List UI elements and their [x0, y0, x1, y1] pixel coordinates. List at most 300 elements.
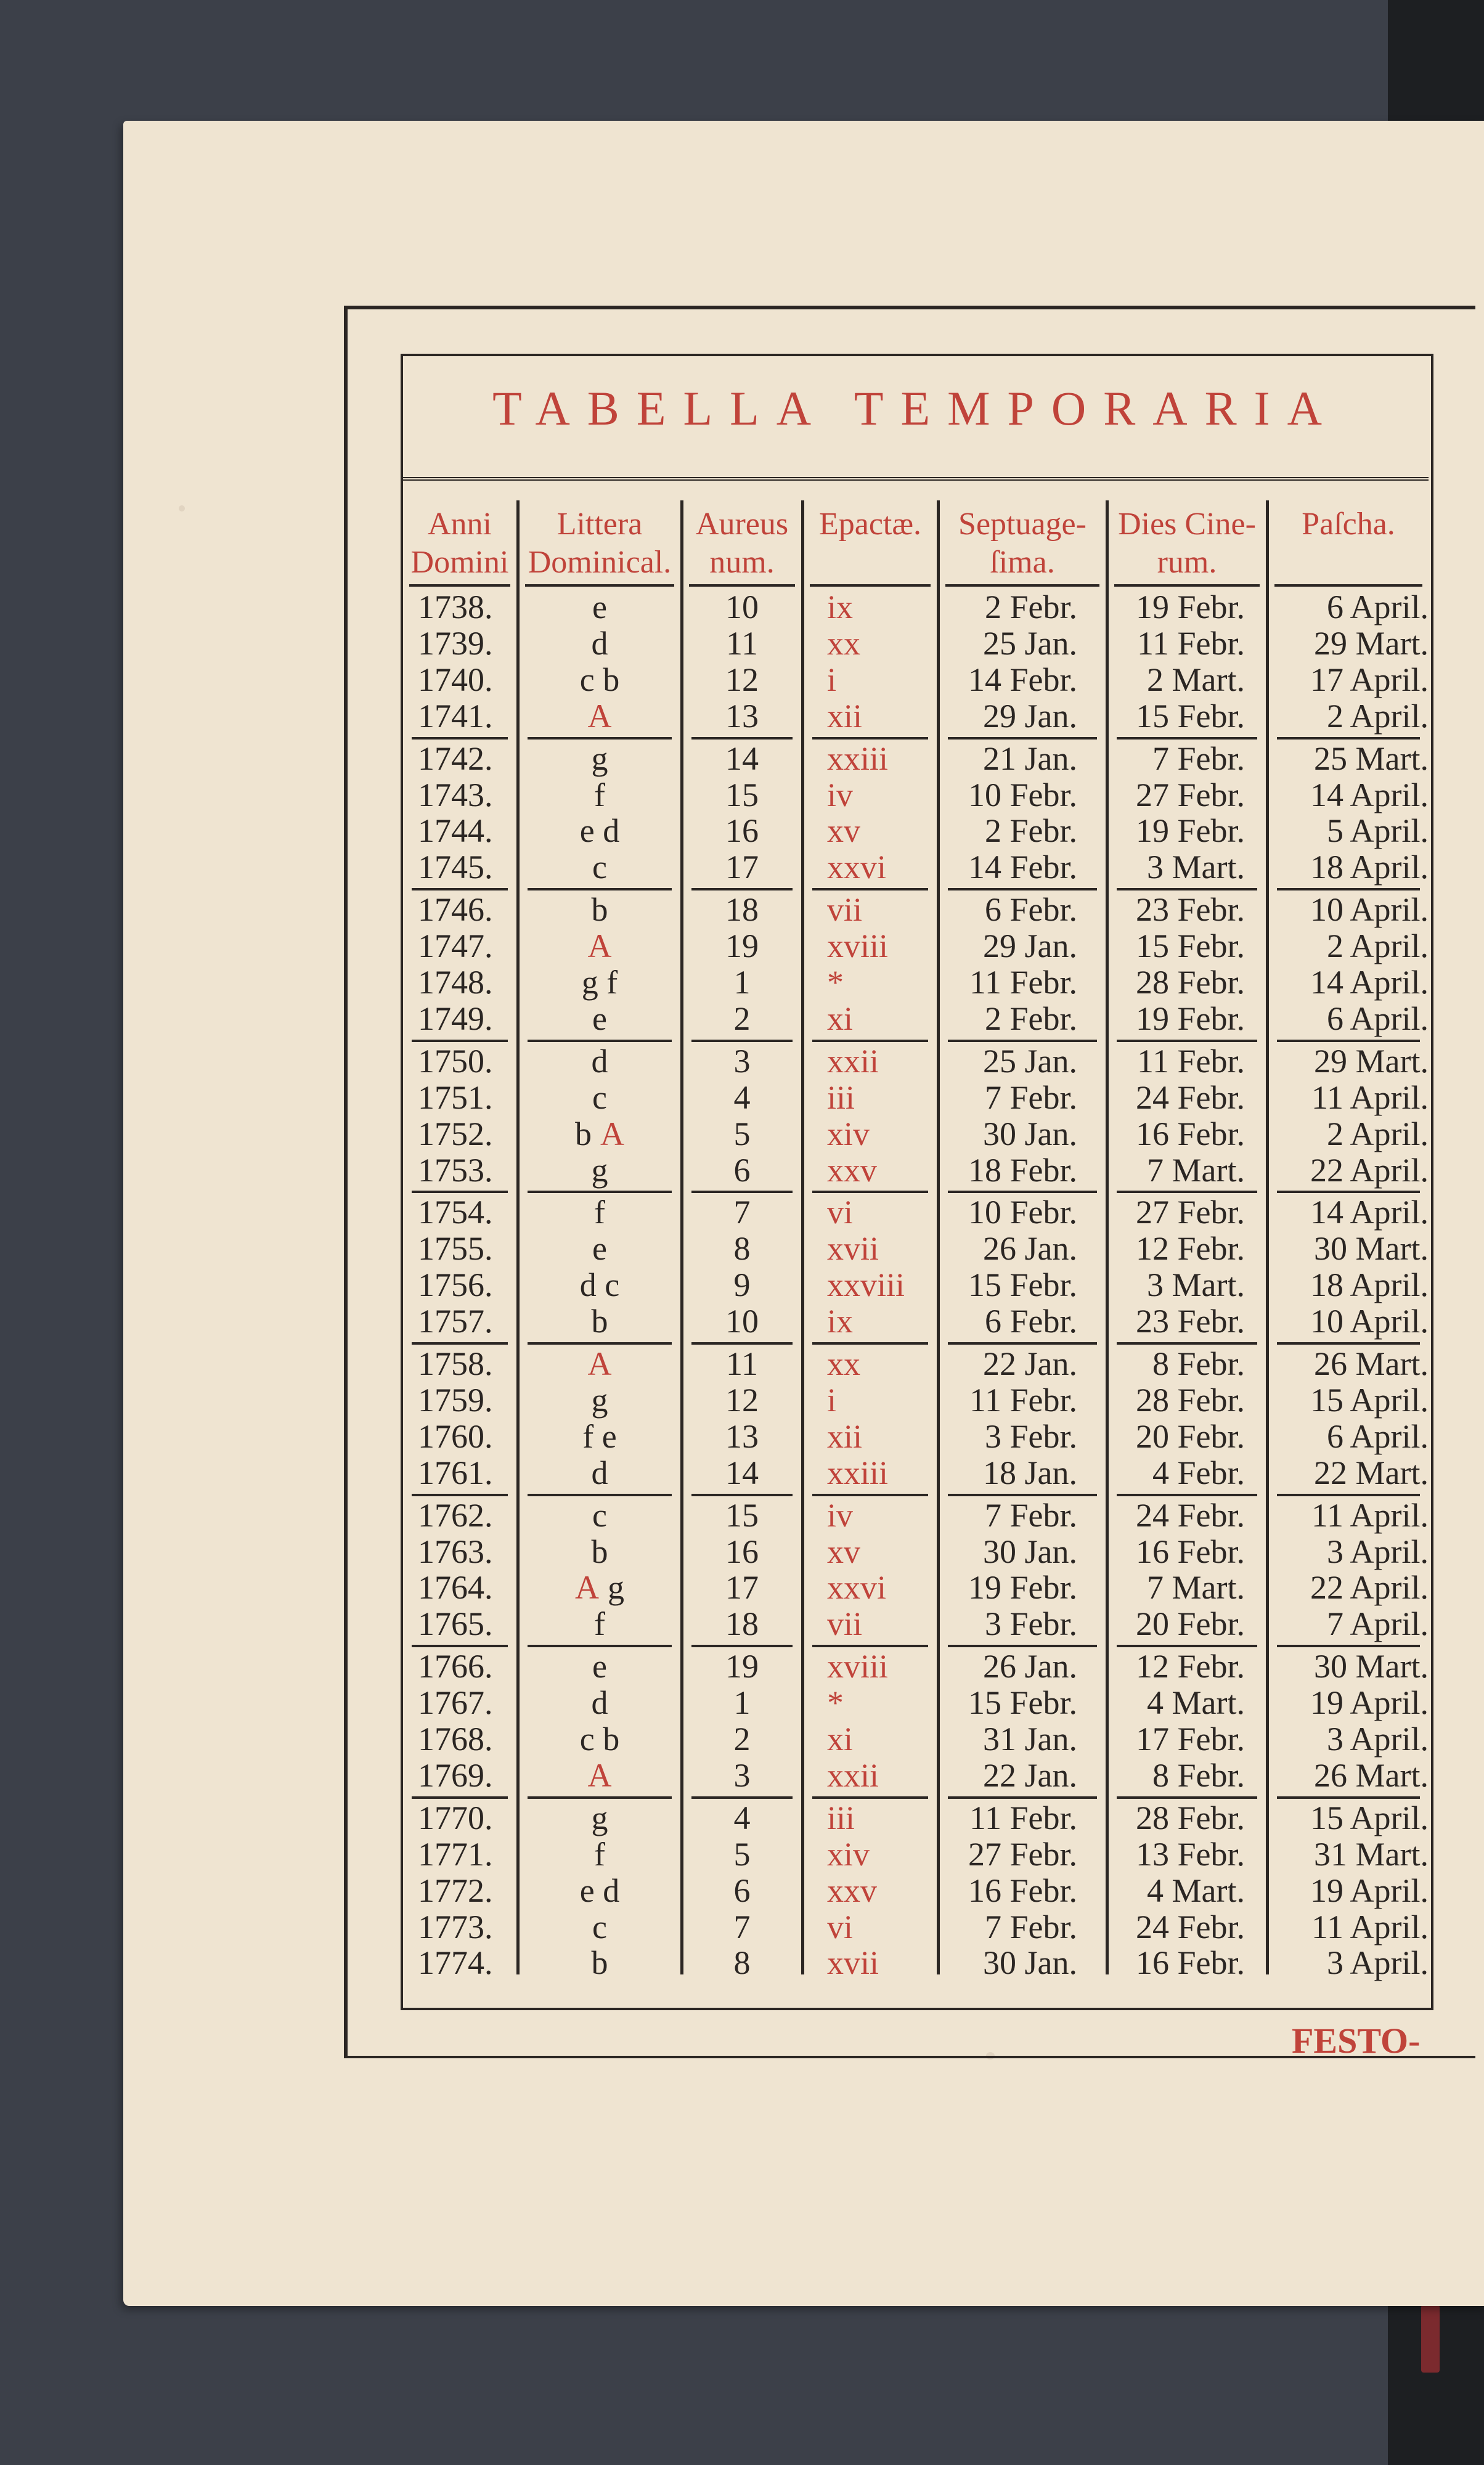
group-divider	[691, 737, 793, 740]
cell-pas: 2 April.	[1326, 1115, 1429, 1152]
cell-lit: g	[591, 1381, 608, 1419]
group-divider	[691, 1191, 793, 1193]
cell-sept: 7 Febr.	[984, 1078, 1077, 1116]
cell-ep: xv	[827, 1533, 860, 1570]
cell-year: 1757.	[418, 1303, 493, 1340]
cell-year: 1758.	[418, 1345, 493, 1382]
page-title: TABELLA TEMPORARIA	[492, 381, 1339, 435]
group-divider	[812, 1191, 928, 1193]
cell-ep: xxv	[827, 1151, 877, 1189]
cell-ep: xxiii	[827, 740, 889, 777]
cell-ep: xxiii	[827, 1454, 889, 1491]
group-divider	[412, 1494, 508, 1496]
cell-cin: 13 Febr.	[1135, 1835, 1245, 1873]
cell-year: 1767.	[418, 1684, 493, 1722]
group-divider	[812, 888, 928, 890]
cell-pas: 3 April.	[1326, 1533, 1429, 1570]
group-divider	[1117, 1040, 1257, 1042]
cell-lit: A	[587, 927, 612, 965]
cell-pas: 30 Mart.	[1314, 1230, 1429, 1268]
header-dies-cinerum	[1108, 505, 1266, 585]
cell-pas: 3 April.	[1326, 1721, 1429, 1758]
cell-cin: 4 Mart.	[1147, 1684, 1245, 1722]
header-underline	[1274, 584, 1422, 587]
header-underline	[689, 584, 795, 587]
cell-pas: 17 April.	[1310, 661, 1429, 698]
cell-ep: i	[827, 661, 837, 698]
group-divider	[528, 1342, 672, 1345]
header-anni-domini	[403, 505, 516, 585]
cell-pas: 26 Mart.	[1314, 1345, 1429, 1382]
cell-pas: 30 Mart.	[1314, 1648, 1429, 1685]
group-divider	[412, 1342, 508, 1345]
cell-ep: iii	[827, 1799, 855, 1836]
group-divider	[1117, 1342, 1257, 1345]
cell-sept: 26 Jan.	[983, 1230, 1077, 1268]
cell-cin: 8 Febr.	[1152, 1345, 1245, 1382]
cell-lit: f e	[582, 1417, 617, 1455]
cell-lit: e	[592, 1000, 607, 1037]
cell-year: 1748.	[418, 964, 493, 1001]
cell-sept: 3 Febr.	[984, 1605, 1077, 1643]
cell-pas: 31 Mart.	[1314, 1835, 1429, 1873]
cell-ep: iii	[827, 1078, 855, 1116]
header-littera-dominical	[519, 505, 680, 585]
cell-lit: b	[591, 1944, 608, 1982]
cell-cin: 8 Febr.	[1152, 1756, 1245, 1794]
group-divider	[412, 737, 508, 740]
cell-pas: 14 April.	[1310, 964, 1429, 1001]
cell-aur: 11	[726, 1345, 758, 1382]
cell-lit: c b	[579, 661, 620, 698]
cell-pas: 7 April.	[1326, 1605, 1429, 1643]
cell-year: 1738.	[418, 589, 493, 625]
group-divider	[948, 1645, 1097, 1647]
cell-pas: 11 April.	[1311, 1078, 1429, 1116]
cell-aur: 15	[725, 776, 759, 813]
group-divider	[691, 1040, 793, 1042]
cell-year: 1764.	[418, 1569, 493, 1607]
cell-cin: 16 Febr.	[1135, 1944, 1245, 1982]
cell-year: 1756.	[418, 1266, 493, 1304]
group-divider	[812, 1645, 928, 1647]
cell-sept: 6 Febr.	[984, 1303, 1077, 1340]
cell-cin: 19 Febr.	[1135, 812, 1245, 850]
group-divider	[948, 1342, 1097, 1345]
cell-pas: 2 April.	[1326, 697, 1429, 735]
cell-sept: 25 Jan.	[983, 1042, 1077, 1080]
cell-pas: 14 April.	[1310, 1194, 1429, 1231]
cell-aur: 14	[725, 1454, 759, 1491]
cell-cin: 24 Febr.	[1135, 1908, 1245, 1946]
cell-cin: 16 Febr.	[1135, 1533, 1245, 1570]
cell-year: 1754.	[418, 1194, 493, 1231]
cell-lit: d c	[579, 1266, 620, 1304]
cell-aur: 19	[725, 1648, 759, 1685]
cell-cin: 4 Mart.	[1147, 1872, 1245, 1909]
cell-cin: 23 Febr.	[1135, 891, 1245, 929]
cell-cin: 3 Mart.	[1147, 1266, 1245, 1304]
cell-ep: xxii	[827, 1756, 879, 1794]
cell-aur: 6	[733, 1151, 751, 1189]
cell-pas: 15 April.	[1310, 1381, 1429, 1419]
cell-cin: 17 Febr.	[1135, 1721, 1245, 1758]
header-underline	[1114, 584, 1260, 587]
cell-year: 1761.	[418, 1454, 493, 1491]
header-line: ſima.	[990, 545, 1055, 580]
cell-sept: 11 Febr.	[969, 1381, 1077, 1419]
cell-aur: 11	[726, 624, 758, 662]
cell-lit	[519, 1116, 680, 1152]
cell-aur: 2	[733, 1000, 751, 1037]
group-divider	[812, 1342, 928, 1345]
cell-aur: 4	[733, 1799, 751, 1836]
group-divider	[812, 1040, 928, 1042]
cell-aur: 12	[725, 661, 759, 698]
group-divider	[812, 737, 928, 740]
cell-aur: 8	[733, 1944, 751, 1982]
cell-pas: 19 April.	[1310, 1872, 1429, 1909]
cell-year: 1770.	[418, 1799, 493, 1836]
cell-sept: 7 Febr.	[984, 1496, 1077, 1534]
cell-sept: 22 Jan.	[983, 1345, 1077, 1382]
cell-sept: 31 Jan.	[983, 1721, 1077, 1758]
cell-aur: 13	[725, 1417, 759, 1455]
cell-lit: d	[591, 624, 608, 662]
cell-aur: 4	[733, 1078, 751, 1116]
cell-lit: f	[594, 1194, 605, 1231]
cell-sept: 29 Jan.	[983, 697, 1077, 735]
cell-pas: 11 April.	[1311, 1496, 1429, 1534]
cell-lit: g	[591, 1151, 608, 1189]
cell-ep: ix	[827, 589, 854, 625]
cell-cin: 11 Febr.	[1137, 624, 1245, 662]
cell-sept: 6 Febr.	[984, 891, 1077, 929]
cell-ep: *	[827, 1684, 844, 1722]
cell-aur: 17	[725, 849, 759, 886]
cell-aur: 19	[725, 927, 759, 965]
cell-lit: f	[594, 1605, 605, 1643]
cell-ep: ix	[827, 1303, 854, 1340]
group-divider	[412, 888, 508, 890]
cell-year: 1765.	[418, 1605, 493, 1643]
cell-cin: 28 Febr.	[1135, 964, 1245, 1001]
header-line: Anni	[428, 507, 492, 542]
cell-year: 1752.	[418, 1115, 493, 1152]
cell-sept: 15 Febr.	[968, 1266, 1077, 1304]
cell-lit: d	[591, 1454, 608, 1491]
cell-ep: xvii	[827, 1230, 879, 1268]
cell-ep: xviii	[827, 927, 889, 965]
cell-lit: e	[592, 589, 607, 625]
cell-sept: 2 Febr.	[984, 812, 1077, 850]
group-divider	[691, 1342, 793, 1345]
cell-ep: iv	[827, 776, 854, 813]
cell-aur: 1	[733, 1684, 751, 1722]
cell-lit: A	[587, 1756, 612, 1794]
cell-aur: 5	[733, 1115, 751, 1152]
cell-pas: 3 April.	[1326, 1944, 1429, 1982]
cell-year: 1766.	[418, 1648, 493, 1685]
cell-cin: 27 Febr.	[1135, 1194, 1245, 1231]
cell-ep: xxvi	[827, 849, 887, 886]
cell-pas: 11 April.	[1311, 1908, 1429, 1946]
cell-year: 1771.	[418, 1835, 493, 1873]
cell-pas: 22 Mart.	[1314, 1454, 1429, 1491]
cell-lit: b	[591, 891, 608, 929]
cell-aur: 3	[733, 1756, 751, 1794]
cell-year: 1741.	[418, 697, 493, 735]
cell-ep: xi	[827, 1000, 854, 1037]
cell-year: 1739.	[418, 624, 493, 662]
cell-year: 1768.	[418, 1721, 493, 1758]
cell-sept: 18 Jan.	[983, 1454, 1077, 1491]
cell-aur: 10	[725, 589, 759, 625]
dominical-letter: A	[575, 1569, 599, 1607]
group-divider	[1277, 1040, 1420, 1042]
cell-aur: 17	[725, 1569, 759, 1607]
group-divider	[948, 1796, 1097, 1799]
cell-aur: 15	[725, 1496, 759, 1534]
cell-year: 1750.	[418, 1042, 493, 1080]
header-line: Littera	[556, 507, 643, 542]
cell-sept: 25 Jan.	[983, 624, 1077, 662]
cell-pas: 18 April.	[1310, 849, 1429, 886]
cell-sept: 22 Jan.	[983, 1756, 1077, 1794]
cell-sept: 10 Febr.	[968, 1194, 1077, 1231]
cell-lit: e d	[579, 1872, 620, 1909]
header-line: num.	[709, 545, 775, 580]
cell-ep: i	[827, 1381, 837, 1419]
cell-sept: 14 Febr.	[968, 661, 1077, 698]
cell-sept: 18 Febr.	[968, 1151, 1077, 1189]
cell-cin: 7 Mart.	[1147, 1569, 1245, 1607]
header-line: Dominical.	[528, 545, 672, 580]
cell-pas: 15 April.	[1310, 1799, 1429, 1836]
header-line: Epactæ.	[818, 507, 922, 542]
cell-aur: 18	[725, 891, 759, 929]
cell-lit	[519, 1570, 680, 1605]
cell-ep: xv	[827, 812, 860, 850]
cell-year: 1755.	[418, 1230, 493, 1268]
cell-lit: c	[592, 1496, 607, 1534]
cell-pas: 5 April.	[1326, 812, 1429, 850]
group-divider	[1117, 1494, 1257, 1496]
cell-lit: f	[594, 776, 605, 813]
cell-year: 1774.	[418, 1944, 493, 1982]
cell-aur: 16	[725, 812, 759, 850]
cell-pas: 6 April.	[1326, 1417, 1429, 1455]
catchword: FESTO-	[1292, 2021, 1421, 2061]
cell-sept: 10 Febr.	[968, 776, 1077, 813]
cell-aur: 14	[725, 740, 759, 777]
group-divider	[528, 1645, 672, 1647]
group-divider	[1277, 1494, 1420, 1496]
cell-aur: 3	[733, 1042, 751, 1080]
cell-cin: 19 Febr.	[1135, 1000, 1245, 1037]
cell-sept: 2 Febr.	[984, 1000, 1077, 1037]
cell-year: 1740.	[418, 661, 493, 698]
cell-sept: 11 Febr.	[969, 964, 1077, 1001]
cell-pas: 10 April.	[1310, 891, 1429, 929]
cell-year: 1753.	[418, 1151, 493, 1189]
cell-year: 1745.	[418, 849, 493, 886]
cell-aur: 7	[733, 1908, 751, 1946]
cell-sept: 16 Febr.	[968, 1872, 1077, 1909]
group-divider	[691, 1645, 793, 1647]
cell-cin: 23 Febr.	[1135, 1303, 1245, 1340]
cell-ep: vi	[827, 1908, 854, 1946]
cell-cin: 11 Febr.	[1137, 1042, 1245, 1080]
group-divider	[1277, 1796, 1420, 1799]
title-divider	[403, 477, 1429, 481]
cell-lit: e d	[579, 812, 620, 850]
cell-aur: 10	[725, 1303, 759, 1340]
cell-year: 1746.	[418, 891, 493, 929]
header-line: Septuage-	[958, 507, 1086, 542]
cell-year: 1772.	[418, 1872, 493, 1909]
cell-ep: xx	[827, 624, 860, 662]
cell-aur: 16	[725, 1533, 759, 1570]
group-divider	[1277, 1645, 1420, 1647]
group-divider	[412, 1191, 508, 1193]
cell-ep: vii	[827, 1605, 863, 1643]
group-divider	[948, 1040, 1097, 1042]
cell-ep: *	[827, 964, 844, 1001]
cell-aur: 1	[733, 964, 751, 1001]
cell-pas: 19 April.	[1310, 1684, 1429, 1722]
cell-sept: 29 Jan.	[983, 927, 1077, 965]
header-septuagesima	[939, 505, 1106, 585]
cell-lit: g	[591, 1799, 608, 1836]
cell-sept: 19 Febr.	[968, 1569, 1077, 1607]
cell-pas: 22 April.	[1310, 1569, 1429, 1607]
group-divider	[528, 1191, 672, 1193]
header-line: Dies Cine-	[1118, 507, 1256, 542]
cell-sept: 30 Jan.	[983, 1944, 1077, 1982]
group-divider	[528, 888, 672, 890]
cell-year: 1763.	[418, 1533, 493, 1570]
cell-lit: b	[591, 1303, 608, 1340]
cell-aur: 2	[733, 1721, 751, 1758]
cell-year: 1751.	[418, 1078, 493, 1116]
cell-cin: 19 Febr.	[1135, 589, 1245, 625]
cell-lit: A	[587, 1345, 612, 1382]
group-divider	[691, 1796, 793, 1799]
cell-pas: 2 April.	[1326, 927, 1429, 965]
cell-pas: 6 April.	[1326, 589, 1429, 625]
group-divider	[412, 1645, 508, 1647]
group-divider	[1277, 737, 1420, 740]
cell-sept: 3 Febr.	[984, 1417, 1077, 1455]
cell-cin: 3 Mart.	[1147, 849, 1245, 886]
cell-lit: c	[592, 1908, 607, 1946]
cell-ep: xiv	[827, 1835, 870, 1873]
cell-cin: 24 Febr.	[1135, 1078, 1245, 1116]
cell-ep: xx	[827, 1345, 860, 1382]
dominical-letter: A	[600, 1115, 624, 1152]
group-divider	[948, 888, 1097, 890]
cell-sept: 2 Febr.	[984, 589, 1077, 625]
group-divider	[691, 1494, 793, 1496]
cell-aur: 6	[733, 1872, 751, 1909]
cell-aur: 13	[725, 697, 759, 735]
group-divider	[1117, 1645, 1257, 1647]
cell-cin: 12 Febr.	[1135, 1230, 1245, 1268]
cell-pas: 14 April.	[1310, 776, 1429, 813]
cell-pas: 26 Mart.	[1314, 1756, 1429, 1794]
cell-cin: 27 Febr.	[1135, 776, 1245, 813]
cell-lit: g	[591, 740, 608, 777]
cell-year: 1762.	[418, 1496, 493, 1534]
group-divider	[691, 888, 793, 890]
cell-year: 1760.	[418, 1417, 493, 1455]
binding-mark	[1421, 2305, 1440, 2373]
group-divider	[812, 1494, 928, 1496]
cell-sept: 26 Jan.	[983, 1648, 1077, 1685]
cell-pas: 29 Mart.	[1314, 1042, 1429, 1080]
cell-lit: f	[594, 1835, 605, 1873]
cell-ep: xiv	[827, 1115, 870, 1152]
dominical-letter: g	[608, 1569, 624, 1607]
cell-aur: 9	[733, 1266, 751, 1304]
cell-ep: vii	[827, 891, 863, 929]
cell-year: 1749.	[418, 1000, 493, 1037]
cell-sept: 27 Febr.	[968, 1835, 1077, 1873]
cell-sept: 11 Febr.	[969, 1799, 1077, 1836]
cell-ep: xii	[827, 697, 863, 735]
group-divider	[812, 1796, 928, 1799]
cell-ep: iv	[827, 1496, 854, 1534]
cell-pas: 10 April.	[1310, 1303, 1429, 1340]
cell-ep: xviii	[827, 1648, 889, 1685]
header-line: Domini	[410, 545, 509, 580]
group-divider	[1117, 888, 1257, 890]
cell-sept: 30 Jan.	[983, 1533, 1077, 1570]
cell-sept: 7 Febr.	[984, 1908, 1077, 1946]
group-divider	[412, 1040, 508, 1042]
cell-aur: 7	[733, 1194, 751, 1231]
cell-cin: 16 Febr.	[1135, 1115, 1245, 1152]
cell-ep: xii	[827, 1417, 863, 1455]
cell-ep: xxvi	[827, 1569, 887, 1607]
cell-cin: 28 Febr.	[1135, 1381, 1245, 1419]
group-divider	[948, 1494, 1097, 1496]
cell-year: 1747.	[418, 927, 493, 965]
cell-pas: 18 April.	[1310, 1266, 1429, 1304]
cell-aur: 8	[733, 1230, 751, 1268]
header-line: Paſcha.	[1302, 507, 1395, 542]
cell-lit: c	[592, 849, 607, 886]
group-divider	[1117, 1191, 1257, 1193]
cell-cin: 15 Febr.	[1135, 927, 1245, 965]
cell-cin: 2 Mart.	[1147, 661, 1245, 698]
header-line: rum.	[1157, 545, 1217, 580]
cell-ep: xvii	[827, 1944, 879, 1982]
cell-year: 1744.	[418, 812, 493, 850]
cell-year: 1743.	[418, 776, 493, 813]
header-underline	[810, 584, 931, 587]
group-divider	[1277, 888, 1420, 890]
header-pascha	[1268, 505, 1429, 585]
cell-pas: 25 Mart.	[1314, 740, 1429, 777]
header-line: Aureus	[695, 507, 789, 542]
header-underline	[525, 584, 674, 587]
cell-ep: xxviii	[827, 1266, 905, 1304]
cell-year: 1773.	[418, 1908, 493, 1946]
cell-cin: 4 Febr.	[1152, 1454, 1245, 1491]
cell-pas: 22 April.	[1310, 1151, 1429, 1189]
